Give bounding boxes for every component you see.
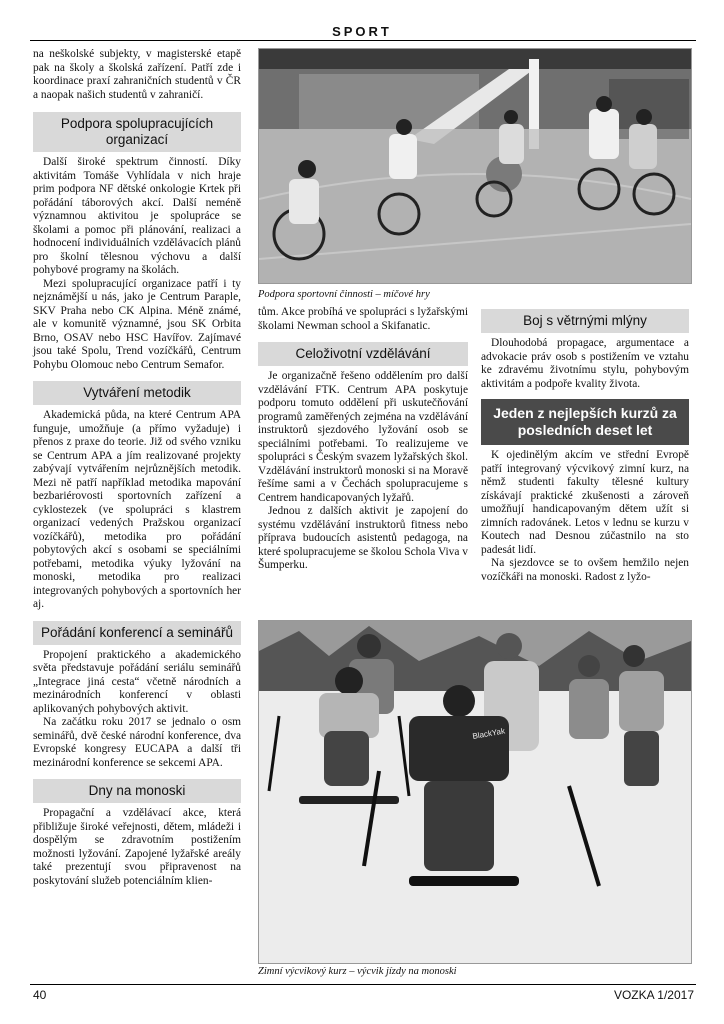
- issue-label: VOZKA 1/2017: [613, 988, 694, 1002]
- col2-intro: tům. Akce probíhá ve spolupráci s lyžařskými školami Newman school a Skifanatic.: [258, 306, 468, 332]
- col1-intro: na neškolské subjekty, v magisterské etapě pak na školy a školská zařízení. Patří zde i koordinace praxí zahraničních studentů v ČR a naopak našich studentů v zahraničí.: [33, 48, 241, 101]
- jacket-logo-text: BlackYak: [471, 726, 506, 741]
- col1-sec2-p1: Akademická půda, na které Centrum APA funguje, umožňuje (a přímo vyžaduje) i přenos z praxe do teorie. Již od svého vzniku se Centrum APA a jím realizované projekty zabývají vytvářením nejrůznějších metodik. Mezi ně patří například metodika mapování bezbariérovosti sportovních zařízení a cyklostezek (ve spolupráci s klastrem organizací vedených Pražskou organizací vozíčkářů), metodika pro pořádání pobytových akcí s osobami se speciálními potřebami, metodika výuky lyžování na monoski, metodika pro realizaci integrovaných pohybových a sportovních her aj.: [33, 409, 241, 610]
- col3-sec1-p1: Dlouhodobá propagace, argumentace a advokacie práv osob s postižením ve vztahu ke zdravému životnímu stylu, pohybovým aktivitám a podpoře kvality života.: [481, 337, 689, 390]
- col1-sec1-p1: Další široké spektrum činností. Díky aktivitám Tomáše Vyhlídala v nich hraje prim podpora NF dětské onkologie Krtek při pořádání táborových akcí. Další neméně významnou aktivitou je spolupráce se školami a pomoc při plánování, realizaci a hodnocení individuálních vzdělávacích plánů pro školní tělesnou výchovu a další pohybové programy na školách.: [33, 156, 241, 276]
- photo1-caption: Podpora sportovní činnosti – míčové hry: [258, 289, 430, 300]
- heading-celozivotni-vzdelavani: Celoživotní vzdělávání: [258, 342, 468, 366]
- col3-sec2-p2: Na sjezdovce se to ovšem hemžilo nejen vozíčkáři na monoski. Radost z lyžo-: [481, 557, 689, 583]
- column-3: [481, 309, 689, 584]
- col1-sec3-p2: Na začátku roku 2017 se jednalo o osm seminářů, dvě české národní konference, dva Evropské kongresy EUCAPA a další tři mezinárodní konference se sekcemi APA.: [33, 716, 241, 769]
- heading-vytvareni-metodik: Vytváření metodik: [33, 381, 241, 405]
- heading-nejlepsi-kurz: Jeden z nejlepších kurzů za posledních deset let: [481, 399, 689, 445]
- col2-p1: Je organizačně řešeno oddělením pro další vzdělávání FTK. Centrum APA poskytuje podporu tomuto oddělení při uskutečňování programů zaměřených zejména na vzdělávání instruktorů sjezdového lyžování osob se speciálními potřebami. To realizujeme ve spolupráci s Českým svazem lyžařských škol. Vzdělávání instruktorů monoski si na Moravě řešíme sami a v Čechách spolupracujeme s Centrem handicapovaných lyžařů.: [258, 370, 468, 504]
- col2-p2: Jednou z dalších aktivit je zapojení do systému vzdělávání instruktorů fitness nebo příprava budoucích asistentů pedagoga, na které spolupracujeme se školou Schola Viva v Šumperku.: [258, 505, 468, 571]
- col1-sec4-p1: Propagační a vzdělávací akce, která přibližuje široké veřejnosti, dětem, mládeži i dospělým se zdravotním postižením možnosti lyžování. Zapojené lyžařské areály také prezentují svou připravenost na poskytování služeb potenciálním klien-: [33, 807, 241, 887]
- col3-sec2-p1: K ojedinělým akcím ve střední Evropě patří integrovaný výcvikový zimní kurz, na němž studenti fakulty tělesné kultury získávají praktické zkušenosti a zároveň umožňují handicapovaným dětem užít si zimních radovánek. Letos v lednu se kurzu v Koutech nad Desnou zúčastnilo na sto padesát lidí.: [481, 449, 689, 556]
- photo2-caption: Zimní výcvikový kurz – výcvik jízdy na monoski: [258, 966, 457, 977]
- photo-monoski-course-image: [259, 621, 691, 963]
- column-2: [258, 306, 468, 573]
- column-1: [33, 48, 241, 888]
- heading-dny-na-monoski: Dny na monoski: [33, 779, 241, 803]
- page-number: 40: [33, 988, 47, 1002]
- photo-wheelchair-ballgame-image: [259, 49, 691, 283]
- col1-sec3-p1: Propojení praktického a akademického světa představuje pořádání seriálu seminářů „Integrace jiná cesta“ včetně národních a mezinárodních konferencí v oblasti aplikovaných pohybových aktivit.: [33, 648, 241, 715]
- header-rule: [30, 40, 696, 41]
- photo-wheelchair-ballgame: [258, 48, 692, 284]
- heading-boj-s-vetrnymi-mlyny: Boj s větrnými mlýny: [481, 309, 689, 333]
- section-header: SPORT: [332, 24, 392, 39]
- heading-konference: Pořádání konferencí a seminářů: [33, 621, 241, 645]
- footer-rule: [30, 984, 696, 985]
- heading-podpora-organizaci: Podpora spolupracujících organizací: [33, 112, 241, 152]
- photo-monoski-course: [258, 620, 692, 964]
- col1-sec1-p2: Mezi spolupracující organizace patří i ty nejznámější u nás, jako je Centrum Paraple, SKV Praha nebo CK Alpina. Méně známé, ale v komunitě významné, jsou SK Orbita Brno, OSAV nebo HSC Havířov. Zajímavé jsou také Spolu, Trend vozíčkářů, Centrum Pohybu Olomouc nebo Centrum Semafor.: [33, 277, 241, 371]
